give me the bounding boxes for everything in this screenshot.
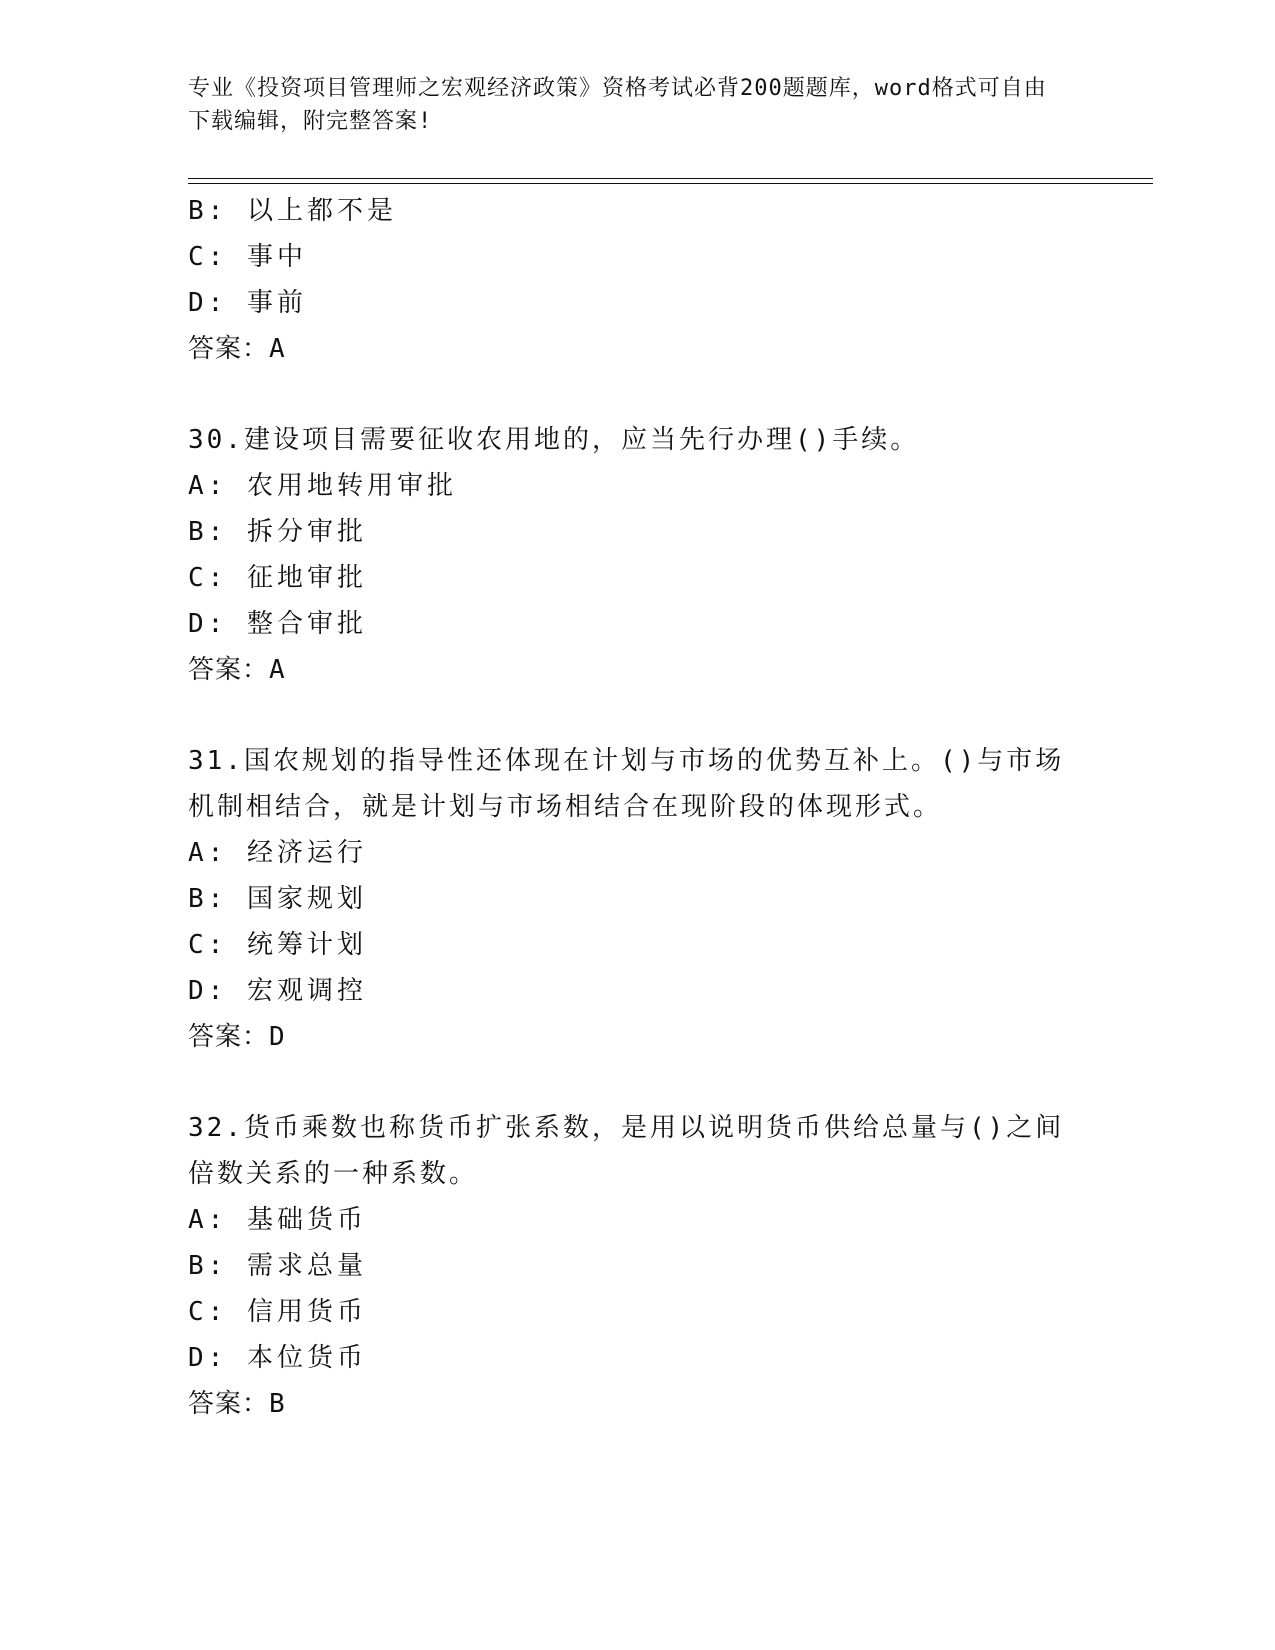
- option-a: A: 基础货币: [188, 1205, 367, 1235]
- question-stem: 31.国农规划的指导性还体现在计划与市场的优势互补上。()与市场机制相结合，就是计划与市场相结合在现阶段的体现形式。: [188, 746, 1065, 822]
- question-31: [188, 738, 1088, 1060]
- option-b: B: 国家规划: [188, 884, 367, 914]
- option-b: B: 需求总量: [188, 1251, 367, 1281]
- option-c: C: 征地审批: [188, 563, 367, 593]
- question-30: [188, 417, 1088, 693]
- page-header: 专业《投资项目管理师之宏观经济政策》资格考试必背200题题库，word格式可自由下载编辑，附完整答案!: [188, 76, 1047, 134]
- answer-line: 答案：A: [188, 655, 286, 685]
- answer-line: 答案：A: [188, 334, 286, 364]
- exam-content: [188, 188, 1088, 1427]
- answer-line: 答案：D: [188, 1022, 286, 1052]
- option-d: D: 事前: [188, 288, 307, 318]
- header-divider: [188, 178, 1153, 184]
- option-c: C: 统筹计划: [188, 930, 367, 960]
- question-stem: 30.建设项目需要征收农用地的，应当先行办理()手续。: [188, 425, 920, 455]
- option-d: D: 本位货币: [188, 1343, 367, 1373]
- option-b: B: 拆分审批: [188, 517, 367, 547]
- question-32: [188, 1105, 1088, 1427]
- option-c: C: 信用货币: [188, 1297, 367, 1327]
- option-c: C: 事中: [188, 242, 307, 272]
- question-stem: 32.货币乘数也称货币扩张系数，是用以说明货币供给总量与()之间倍数关系的一种系数。: [188, 1113, 1065, 1189]
- option-a: A: 经济运行: [188, 838, 367, 868]
- option-b: B: 以上都不是: [188, 196, 397, 226]
- answer-line: 答案：B: [188, 1389, 286, 1419]
- partial-question: [188, 188, 1088, 372]
- option-d: D: 整合审批: [188, 609, 367, 639]
- option-d: D: 宏观调控: [188, 976, 367, 1006]
- option-a: A: 农用地转用审批: [188, 471, 457, 501]
